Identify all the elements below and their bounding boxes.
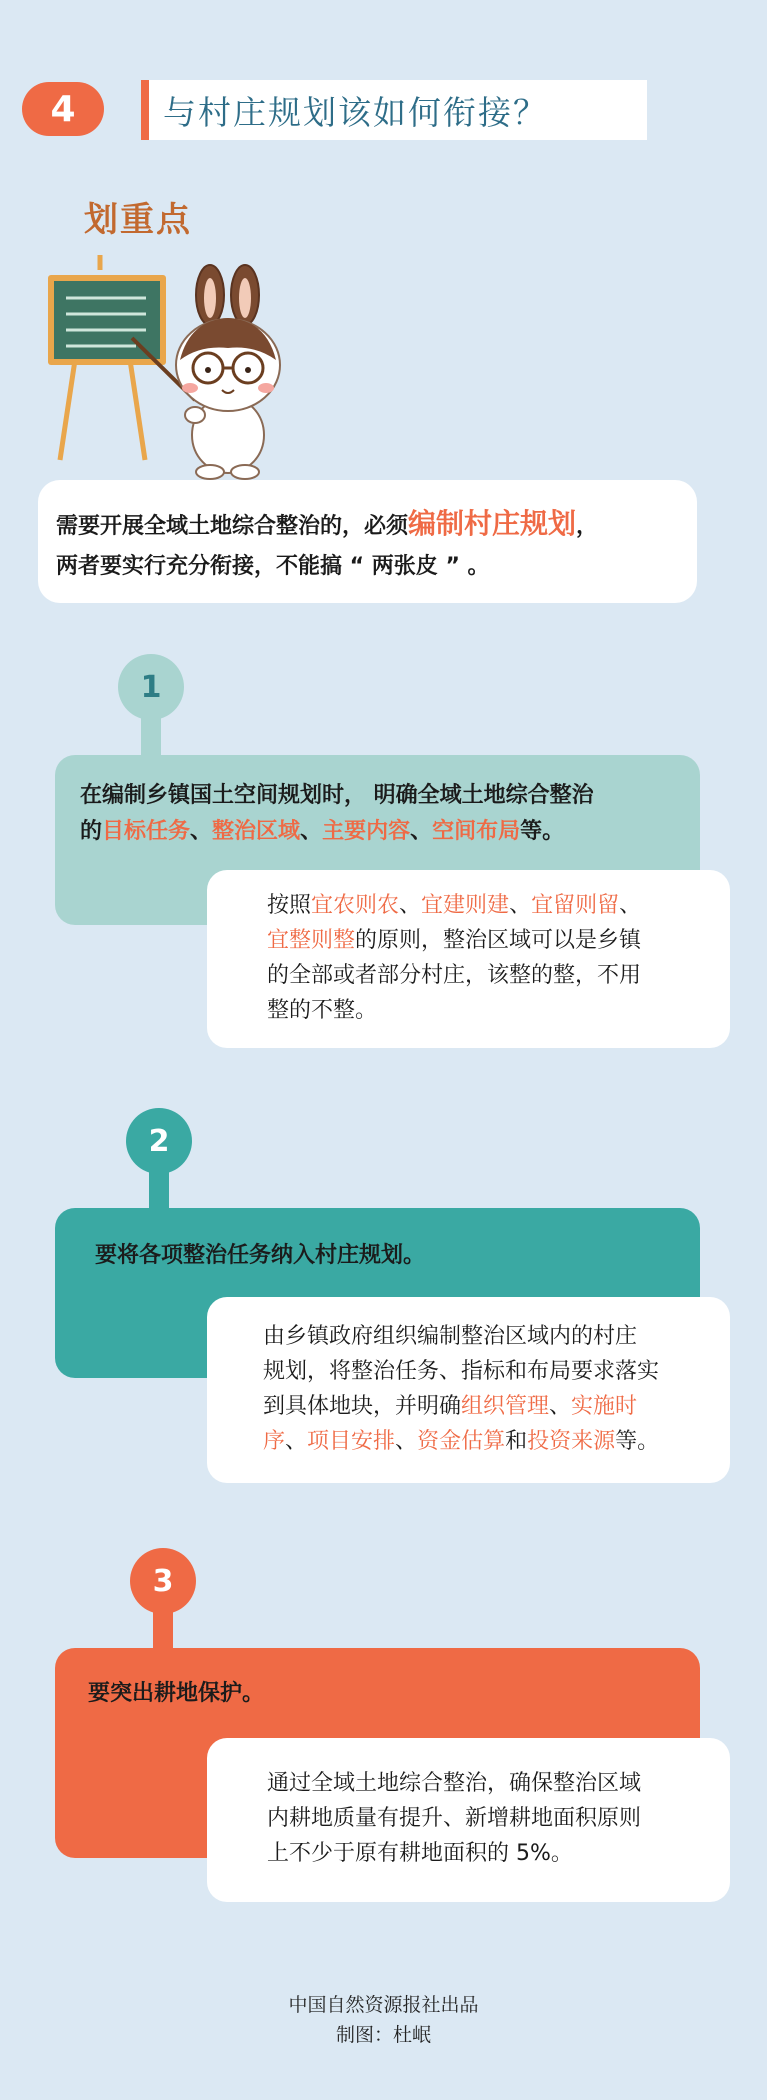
rabbit-teacher-illustration <box>40 250 290 480</box>
step-1-panel-text <box>80 778 700 850</box>
footer-credit <box>0 1990 767 2050</box>
step-2-card-line-4: 序、项目安排、资金估算和投资来源等。 <box>263 1429 660 1454</box>
title-accent-bar <box>141 80 149 140</box>
step-1-card-line-3: 的全部或者部分村庄，该整的整，不用 <box>267 963 642 988</box>
step-3-panel-text: 要突出耕地保护。 <box>88 1681 265 1706</box>
step-3-stem <box>153 1610 173 1650</box>
highlight-label: 划重点 <box>84 200 192 240</box>
step-1-line-2: 的目标任务、整治区域、主要内容、空间布局等。 <box>80 819 565 844</box>
step-3-card-line-3: 上不少于原有耕地面积的 5%。 <box>267 1841 573 1866</box>
easel-leg-right <box>130 360 145 460</box>
step-3-card-line-2: 内耕地质量有提升、新增耕地面积原则 <box>267 1806 642 1831</box>
section-title: 与村庄规划该如何衔接？ <box>149 80 647 140</box>
step-2-card-line-1: 由乡镇政府组织编制整治区域内的村庄 <box>263 1324 638 1349</box>
step-1-circle: 1 <box>118 654 184 720</box>
step-2-circle: 2 <box>126 1108 192 1174</box>
step-2-stem <box>149 1170 169 1210</box>
footer-publisher: 中国自然资源报社出品 <box>288 1994 479 2016</box>
step-1-card-line-4: 整的不整。 <box>267 998 378 1023</box>
step-1-card-line-2: 宜整则整的原则，整治区域可以是乡镇 <box>267 928 642 953</box>
step-2-detail-card <box>207 1297 730 1483</box>
step-1-card-line-1: 按照宜农则农、宜建则建、宜留则留、 <box>267 893 642 918</box>
intro-line-2: 两者要实行充分衔接，不能搞 “ 两张皮 ” 。 <box>56 554 490 579</box>
footer-designer: 制图：杜岷 <box>335 2024 431 2046</box>
step-1-line-1: 在编制乡镇国土空间规划时， 明确全域土地综合整治 <box>80 783 594 808</box>
step-1-stem <box>141 715 161 755</box>
easel-leg-left <box>60 360 75 460</box>
intro-punct: ， <box>576 514 599 539</box>
intro-text: 需要开展全域土地综合整治的，必须 <box>56 514 409 539</box>
section-number-badge: 4 <box>22 82 104 136</box>
step-3-card-line-1: 通过全域土地综合整治，确保整治区域 <box>267 1771 642 1796</box>
step-2-card-line-3: 到具体地块，并明确组织管理、实施时 <box>263 1394 638 1419</box>
intro-card <box>38 480 697 603</box>
step-2-card-line-2: 规划，将整治任务、指标和布局要求落实 <box>263 1359 660 1384</box>
step-1-detail-card <box>207 870 730 1048</box>
step-2-panel-text: 要将各项整治任务纳入村庄规划。 <box>95 1243 426 1268</box>
intro-line-1 <box>56 504 677 547</box>
step-3-circle: 3 <box>130 1548 196 1614</box>
intro-emphasis: 编制村庄规划 <box>408 507 577 540</box>
step-3-detail-card <box>207 1738 730 1902</box>
